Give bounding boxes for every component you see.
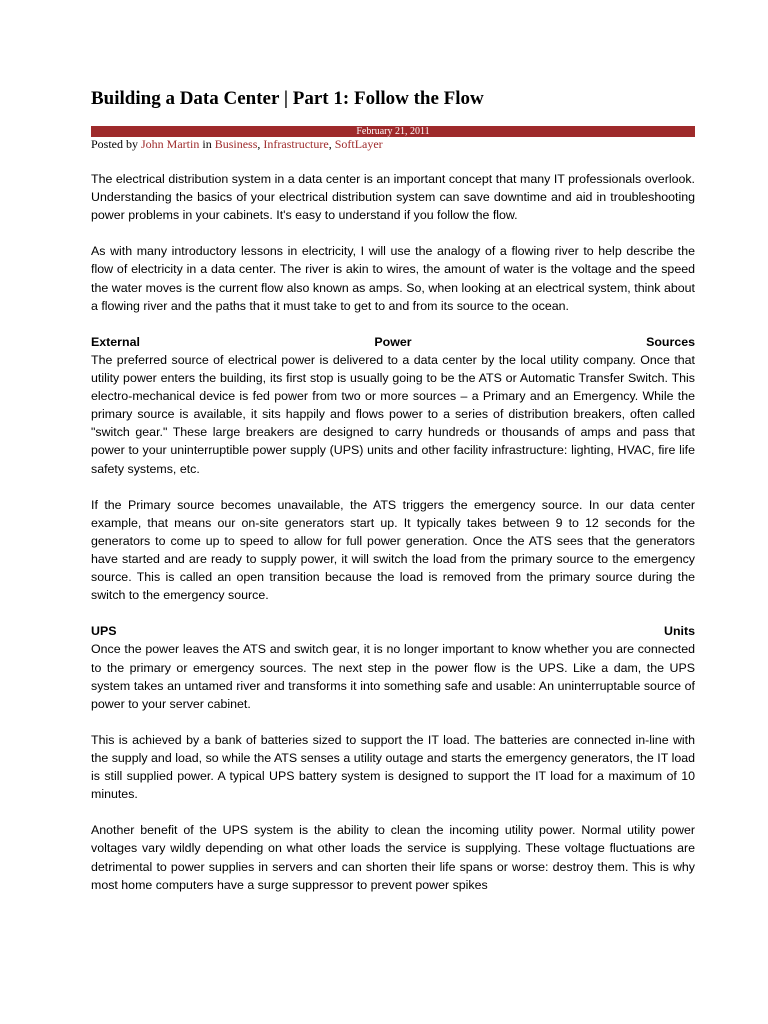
heading-word: UPS xyxy=(91,624,117,639)
heading-word: Units xyxy=(664,624,695,639)
intro-paragraph: As with many introductory lessons in electricity, I will use the analogy of a flowing river to help describe the flow of electricity in a data center. The river is akin to wires, the amount of water is the voltage and the speed the water moves is the current flow also known as amps. So, when looking at an electrical system, think about a flowing river and the paths that it must take to get to and from its source to the ocean. xyxy=(91,244,695,313)
intro-paragraph: The electrical distribution system in a data center is an important concept that many IT professionals overlook. Understanding the basics of your electrical distribution system can save downtime and aid in troubleshooting power problems in your cabinets. It's easy to understand if you follow the flow. xyxy=(91,172,695,223)
category-separator: , xyxy=(328,137,335,151)
article-title: Building a Data Center | Part 1: Follow the Flow xyxy=(91,88,484,109)
section-paragraph: Once the power leaves the ATS and switch gear, it is no longer important to know whether you are connected to the primary or emergency sources. The next step in the power flow is the UPS. Like a dam, the UPS system takes an untamed river and transforms it into something safe and usable: An uninterruptable source of power to your server cabinet. xyxy=(91,642,695,711)
section-heading-ups-units xyxy=(91,622,695,640)
in-label: in xyxy=(202,137,212,151)
post-date: February 21, 2011 xyxy=(356,126,430,137)
posted-by-label: Posted by xyxy=(91,137,139,151)
category-link-infrastructure[interactable]: Infrastructure xyxy=(263,137,329,151)
category-link-softlayer[interactable]: SoftLayer xyxy=(334,137,383,151)
date-bar xyxy=(91,126,695,137)
section-paragraph: This is achieved by a bank of batteries sized to support the IT load. The batteries are connected in-line with the supply and load, so while the ATS senses a utility outage and starts the emergency generators, the IT load is still supplied power. A typical UPS battery system is designed to support the IT load for a maximum of 10 minutes. xyxy=(91,732,695,802)
heading-word: Sources xyxy=(646,334,695,349)
category-separator: , xyxy=(257,137,264,151)
article-body xyxy=(91,170,695,912)
heading-word: Power xyxy=(374,334,412,349)
section-paragraph: The preferred source of electrical power is delivered to a data center by the local utility company. Once that utility power enters the building, its first stop is usually going to be the ATS or Automatic Transfer Switch. This electro-mechanical device is fed power from two or more sources – a Primary and an Emergency. While the primary source is available, it sits happily and flows power to a series of distribution breakers, often called "switch gear." These large breakers are designed to carry hundreds or thousands of amps and pass that power to your uninterruptible power supply (UPS) units and other facility infrastructure: lighting, HVAC, fire life safety systems, etc. xyxy=(91,352,695,476)
heading-word: External xyxy=(91,334,140,349)
section-heading-external-power-sources xyxy=(91,333,695,351)
section-paragraph: Another benefit of the UPS system is the ability to clean the incoming utility power. Normal utility power voltages vary wildly depending on what other loads the service is supplying. These voltage fluctuations are detrimental to power supplies in servers and can shorten their life spans or worse: destroy them. This is why most home computers have a surge suppressor to prevent power spikes xyxy=(91,823,695,892)
byline xyxy=(91,137,383,151)
author-link[interactable]: John Martin xyxy=(141,137,200,151)
category-link-business[interactable]: Business xyxy=(214,137,258,151)
section-paragraph: If the Primary source becomes unavailable, the ATS triggers the emergency source. In our data center example, that means our on-site generators start up. It typically takes between 9 to 12 seconds for the generators to come up to speed to allow for full power generation. Once the ATS sees that the generators have started and are ready to supply power, it will switch the load from the primary source to the emergency source. This is called an open transition because the load is removed from the primary source during the switch to the emergency source. xyxy=(91,497,695,603)
